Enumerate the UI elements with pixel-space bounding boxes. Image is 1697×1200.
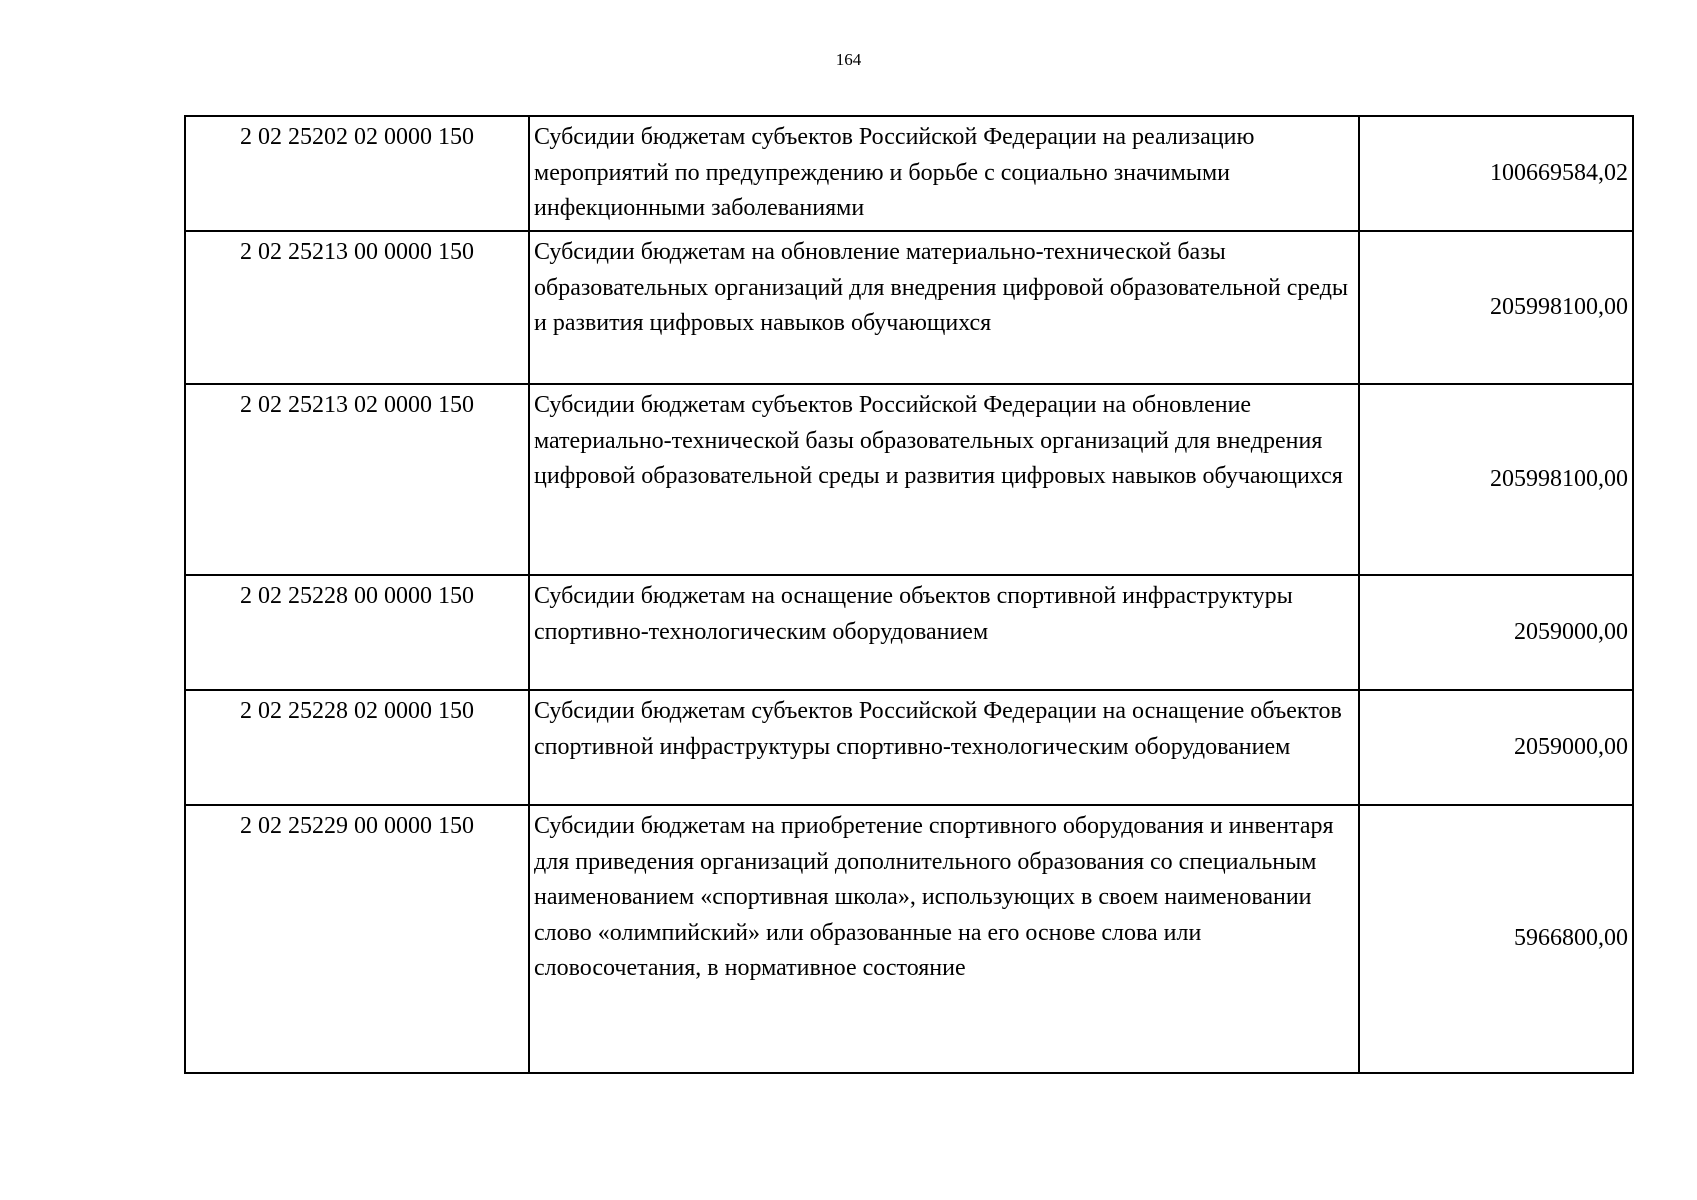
revenue-name-cell: Субсидии бюджетам субъектов Российской Федерации на оснащение объектов спортивной инфраструктуры спортивно-технологическим оборудованием [529,690,1359,805]
amount-cell: 5966800,00 [1359,805,1633,1073]
budget-code-cell: 2 02 25228 00 0000 150 [185,575,529,690]
revenue-name-cell: Субсидии бюджетам субъектов Российской Федерации на обновление материально-технической базы образовательных организаций для внедрения цифровой образовательной среды и развития цифровых навыков обучающихся [529,384,1359,575]
amount-cell: 2059000,00 [1359,575,1633,690]
amount-cell: 205998100,00 [1359,231,1633,384]
amount-cell: 100669584,02 [1359,116,1633,231]
revenue-name-cell: Субсидии бюджетам на обновление материально-технической базы образовательных организаций для внедрения цифровой образовательной среды и развития цифровых навыков обучающихся [529,231,1359,384]
table-row [185,805,1633,1073]
table-row [185,231,1633,384]
budget-code-cell: 2 02 25229 00 0000 150 [185,805,529,1073]
amount-cell: 2059000,00 [1359,690,1633,805]
revenue-name-cell: Субсидии бюджетам на оснащение объектов спортивной инфраструктуры спортивно-технологическим оборудованием [529,575,1359,690]
table-row [185,116,1633,231]
table-row [185,384,1633,575]
budget-code-cell: 2 02 25213 02 0000 150 [185,384,529,575]
table-row [185,690,1633,805]
revenue-name-cell: Субсидии бюджетам субъектов Российской Федерации на реализацию мероприятий по предупреждению и борьбе с социально значимыми инфекционными заболеваниями [529,116,1359,231]
budget-code-cell: 2 02 25213 00 0000 150 [185,231,529,384]
budget-revenue-table [184,115,1634,1074]
table-row [185,575,1633,690]
revenue-name-cell: Субсидии бюджетам на приобретение спортивного оборудования и инвентаря для приведения организаций дополнительного образования со специальным наименованием «спортивная школа», использующих в своем наименовании слово «олимпийский» или образованные на его основе слова или словосочетания, в нормативное состояние [529,805,1359,1073]
page-number: 164 [835,50,862,69]
budget-code-cell: 2 02 25228 02 0000 150 [185,690,529,805]
budget-code-cell: 2 02 25202 02 0000 150 [185,116,529,231]
amount-cell: 205998100,00 [1359,384,1633,575]
